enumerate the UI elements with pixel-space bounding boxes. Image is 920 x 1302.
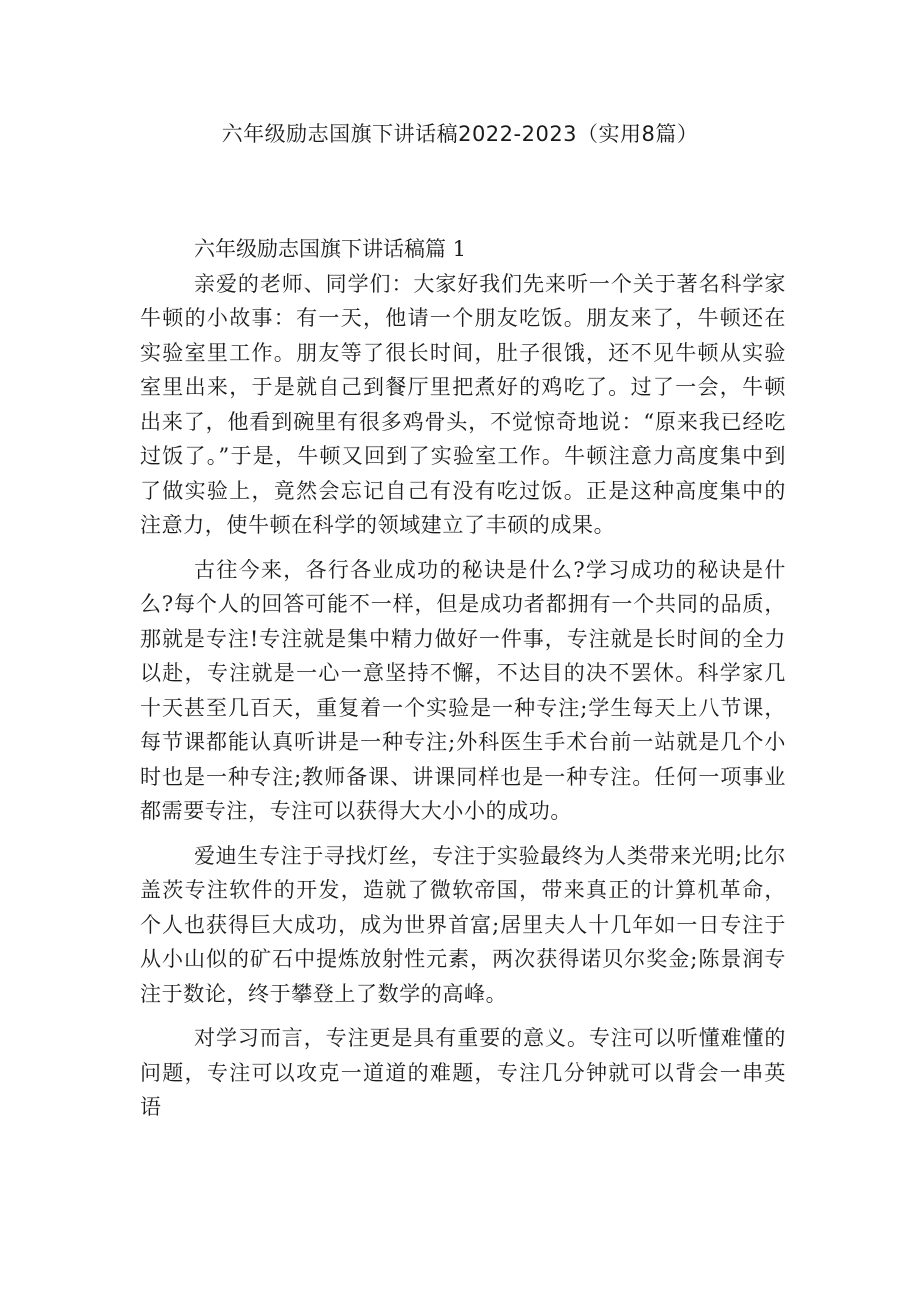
document-title: 六年级励志国旗下讲话稿2022-2023（实用8篇） bbox=[221, 122, 699, 146]
paragraph-2: 古往今来，各行各业成功的秘诀是什么?学习成功的秘诀是什么?每个人的回答可能不一样，但是成功者都拥有一个共同的品质，那就是专注!专注就是集中精力做好一件事，专注就是长时间的全力以赴，专注就是一心一意坚持不懈，不达目的决不罢休。科学家几十天甚至几百天，重复着一个实验是一种专注;学生每天上八节课，每节课都能认真听讲是一种专注;外科医生手术台前一站就是几个小时也是一种专注;教师备课、讲课同样也是一种专注。任何一项事业都需要专注，专注可以获得大大小小的成功。 bbox=[140, 557, 786, 823]
paragraph-4: 对学习而言，专注更是具有重要的意义。专注可以听懂难懂的问题，专注可以攻克一道道的难题，专注几分钟就可以背会一串英语 bbox=[140, 1026, 786, 1119]
document-body bbox=[140, 232, 786, 1125]
section-heading: 六年级励志国旗下讲话稿篇 1 bbox=[194, 237, 467, 261]
paragraph-3: 爱迪生专注于寻找灯丝，专注于实验最终为人类带来光明;比尔盖茨专注软件的开发，造就了微软帝国，带来真正的计算机革命，个人也获得巨大成功，成为世界首富;居里夫人十几年如一日专注于从小山似的矿石中提炼放射性元素，两次获得诺贝尔奖金;陈景润专注于数论，终于攀登上了数学的高峰。 bbox=[140, 843, 786, 1006]
paragraph-1: 亲爱的老师、同学们：大家好我们先来听一个关于著名科学家牛顿的小故事：有一天，他请一个朋友吃饭。朋友来了，牛顿还在实验室里工作。朋友等了很长时间，肚子很饿，还不见牛顿从实验室里出来，于是就自己到餐厅里把煮好的鸡吃了。过了一会，牛顿出来了，他看到碗里有很多鸡骨头，不觉惊奇地说：“原来我已经吃过饭了。”于是，牛顿又回到了实验室工作。牛顿注意力高度集中到了做实验上，竟然会忘记自己有没有吃过饭。正是这种高度集中的注意力，使牛顿在科学的领域建立了丰硕的成果。 bbox=[140, 271, 786, 537]
